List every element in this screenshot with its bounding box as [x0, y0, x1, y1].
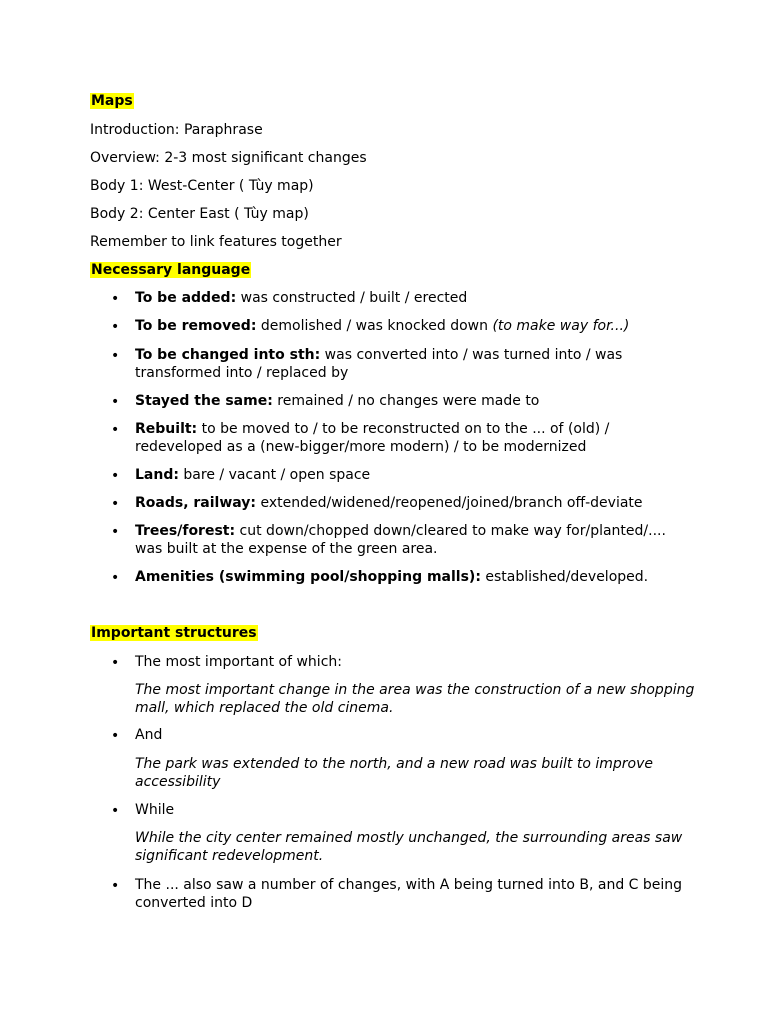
bullet: •	[111, 319, 120, 335]
remember-line: Remember to link features together	[90, 234, 342, 250]
example-sentence: While the city center remained mostly unchanged, the surrounding areas saw significant redevelopment.	[135, 830, 683, 864]
example-sentence: The most important change in the area was the construction of a new shopping mall, which replaced the old cinema.	[135, 682, 695, 716]
list-item: To be changed into sth: was converted into / was turned into / was transformed into / replaced by	[135, 347, 623, 381]
bullet: •	[111, 291, 120, 307]
bullet: •	[111, 524, 120, 540]
body2-line: Body 2: Center East ( Tùy map)	[90, 206, 309, 222]
list-item: The most important of which:	[135, 654, 342, 670]
list-item: And	[135, 727, 163, 743]
body1-line: Body 1: West-Center ( Tùy map)	[90, 178, 314, 194]
bullet: •	[111, 394, 120, 410]
list-item: Amenities (swimming pool/shopping malls): established/developed.	[135, 569, 649, 585]
list-item: While	[135, 802, 175, 818]
list-item: To be added: was constructed / built / erected	[135, 290, 468, 306]
bullet: •	[111, 496, 120, 512]
overview-line: Overview: 2-3 most significant changes	[90, 150, 367, 166]
example-sentence: The park was extended to the north, and a new road was built to improve accessibility	[135, 756, 653, 790]
list-item: Stayed the same: remained / no changes were made to	[135, 393, 540, 409]
bullet: •	[111, 570, 120, 586]
bullet: •	[111, 655, 120, 671]
necessary-language-heading: Necessary language	[91, 262, 251, 278]
bullet: •	[111, 728, 120, 744]
list-item: Trees/forest: cut down/chopped down/cleared to make way for/planted/.... was built at the expense of the green area.	[135, 523, 666, 557]
bullet: •	[111, 422, 120, 438]
bullet: •	[111, 878, 120, 894]
list-item: The ... also saw a number of changes, with A being turned into B, and C being converted into D	[135, 877, 683, 911]
maps-heading: Maps	[91, 93, 133, 109]
intro-line: Introduction: Paraphrase	[90, 122, 263, 138]
list-item: Land: bare / vacant / open space	[135, 467, 371, 483]
important-structures-heading: Important structures	[91, 625, 257, 641]
bullet: •	[111, 803, 120, 819]
list-item: To be removed: demolished / was knocked down (to make way for...)	[135, 318, 630, 334]
list-item: Rebuilt: to be moved to / to be reconstructed on to the ... of (old) / redeveloped as a (new-bigger/more modern) / to be modernized	[135, 421, 610, 455]
list-item: Roads, railway: extended/widened/reopened/joined/branch off-deviate	[135, 495, 643, 511]
bullet: •	[111, 348, 120, 364]
bullet: •	[111, 468, 120, 484]
